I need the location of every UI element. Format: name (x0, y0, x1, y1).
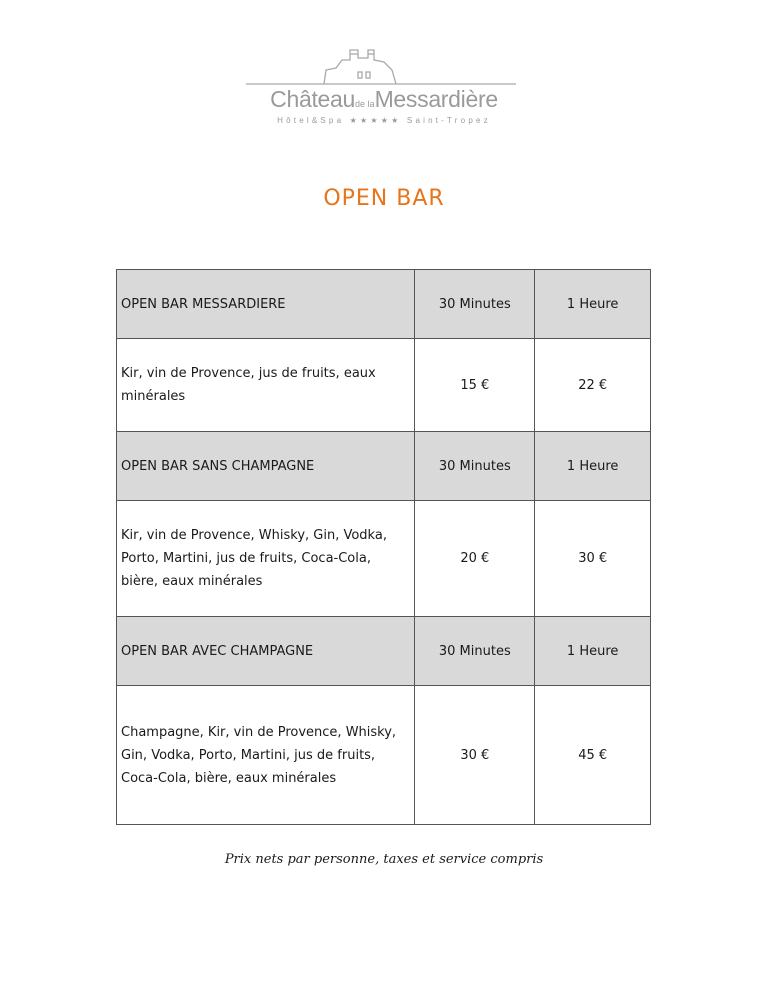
price-1h: 45 € (535, 686, 651, 825)
price-1h: 30 € (535, 501, 651, 617)
section-title: OPEN BAR AVEC CHAMPAGNE (117, 617, 415, 686)
hotel-logo (246, 46, 522, 136)
price-1h: 22 € (535, 339, 651, 432)
page-title: OPEN BAR (323, 186, 445, 211)
price-30min: 15 € (415, 339, 535, 432)
drinks-description: Champagne, Kir, vin de Provence, Whisky, Gin, Vodka, Porto, Martini, jus de fruits, Coca-Cola, bière, eaux minérales (117, 686, 415, 825)
section-price-row (117, 339, 651, 432)
hotel-name: Châteaude laMessardière (270, 86, 498, 112)
drinks-description: Kir, vin de Provence, Whisky, Gin, Vodka, Porto, Martini, jus de fruits, Coca-Cola, bière, eaux minérales (117, 501, 415, 617)
section-price-row (117, 501, 651, 617)
price-footnote: Prix nets par personne, taxes et service compris (224, 852, 544, 867)
hotel-subtitle: Hôtel&Spa ★★★★★ Saint-Tropez (277, 116, 491, 125)
duration-1h: 1 Heure (535, 270, 651, 339)
section-header-row (117, 617, 651, 686)
section-header-row (117, 270, 651, 339)
price-30min: 30 € (415, 686, 535, 825)
duration-30min: 30 Minutes (415, 270, 535, 339)
price-table (116, 269, 651, 825)
section-price-row (117, 686, 651, 825)
duration-30min: 30 Minutes (415, 617, 535, 686)
section-title: OPEN BAR MESSARDIERE (117, 270, 415, 339)
duration-1h: 1 Heure (535, 432, 651, 501)
drinks-description: Kir, vin de Provence, jus de fruits, eaux minérales (117, 339, 415, 432)
duration-1h: 1 Heure (535, 617, 651, 686)
price-30min: 20 € (415, 501, 535, 617)
section-title: OPEN BAR SANS CHAMPAGNE (117, 432, 415, 501)
duration-30min: 30 Minutes (415, 432, 535, 501)
section-header-row (117, 432, 651, 501)
